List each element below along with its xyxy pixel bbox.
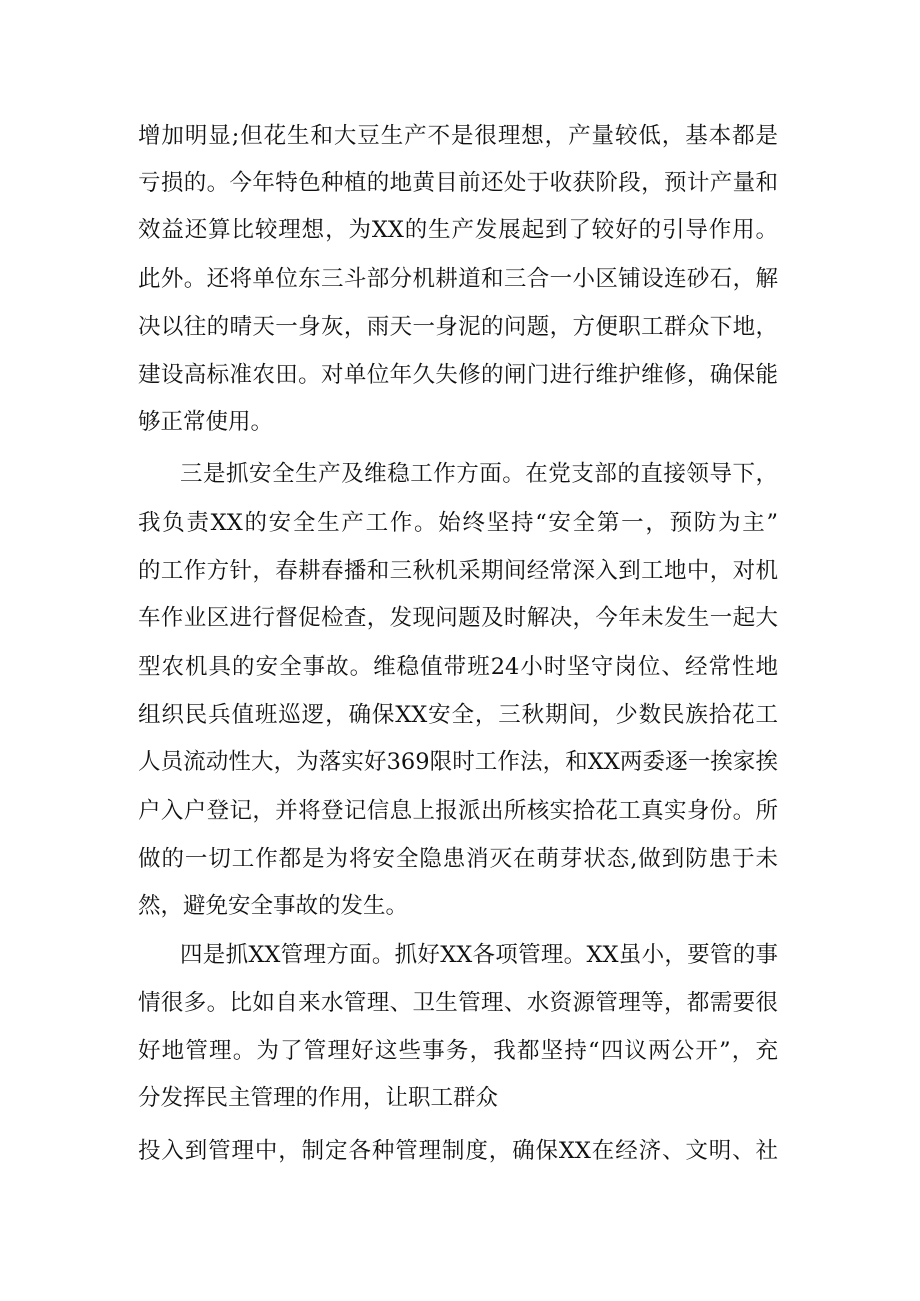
text-line: 做的一切工作都是为将安全隐患消灭在萌芽状态,做到防患于未 [138, 846, 778, 872]
text-line: 户入户登记，并将登记信息上报派出所核实拾花工真实身份。所 [138, 798, 778, 824]
text-line: 车作业区进行督促检查，发现问题及时解决，今年未发生一起大 [138, 605, 778, 631]
text-line: 亏损的。今年特色种植的地黄目前还处于收获阶段，预计产量和 [138, 170, 778, 196]
text-line: 决以往的晴天一身灰，雨天一身泥的问题，方便职工群众下地， [138, 314, 778, 340]
text-line: 的工作方针，春耕春播和三秋机采期间经常深入到工地中，对机 [138, 558, 778, 584]
text-line: 建设高标准农田。对单位年久失修的闸门进行维护维修，确保能 [138, 362, 778, 388]
text-line: 此外。还将单位东三斗部分机耕道和三合一小区铺设连砂石，解 [138, 266, 778, 292]
text-line: 人员流动性大，为落实好369限时工作法，和XX两委逐一挨家挨 [138, 749, 778, 775]
text-line: 分发挥民主管理的作用，让职工群众 [138, 1085, 499, 1111]
text-line: 增加明显;但花生和大豆生产不是很理想，产量较低，基本都是 [138, 123, 778, 149]
paragraph-end-line: 然，避免安全事故的发生。 [138, 893, 409, 919]
paragraph-start-line: 四是抓XX管理方面。抓好XX各项管理。XX虽小，要管的事 [180, 942, 778, 968]
text-line: 型农机具的安全事故。维稳值带班24小时坚守岗位、经常性地 [138, 654, 778, 680]
text-line: 情很多。比如自来水管理、卫生管理、水资源管理等，都需要很 [138, 990, 778, 1016]
text-line: 效益还算比较理想，为XX的生产发展起到了较好的引导作用。 [138, 217, 778, 243]
text-line: 投入到管理中，制定各种管理制度，确保XX在经济、文明、社 [138, 1138, 778, 1164]
paragraph-start-line: 三是抓安全生产及维稳工作方面。在党支部的直接领导下， [180, 461, 778, 487]
text-line: 组织民兵值班巡逻，确保XX安全，三秋期间，少数民族拾花工 [138, 702, 778, 728]
paragraph-end-line: 够正常使用。 [138, 409, 274, 435]
text-line: 我负责XX的安全生产工作。始终坚持“安全第一，预防为主” [138, 510, 778, 536]
text-line: 好地管理。为了管理好这些事务，我都坚持“四议两公开”，充 [138, 1038, 778, 1064]
